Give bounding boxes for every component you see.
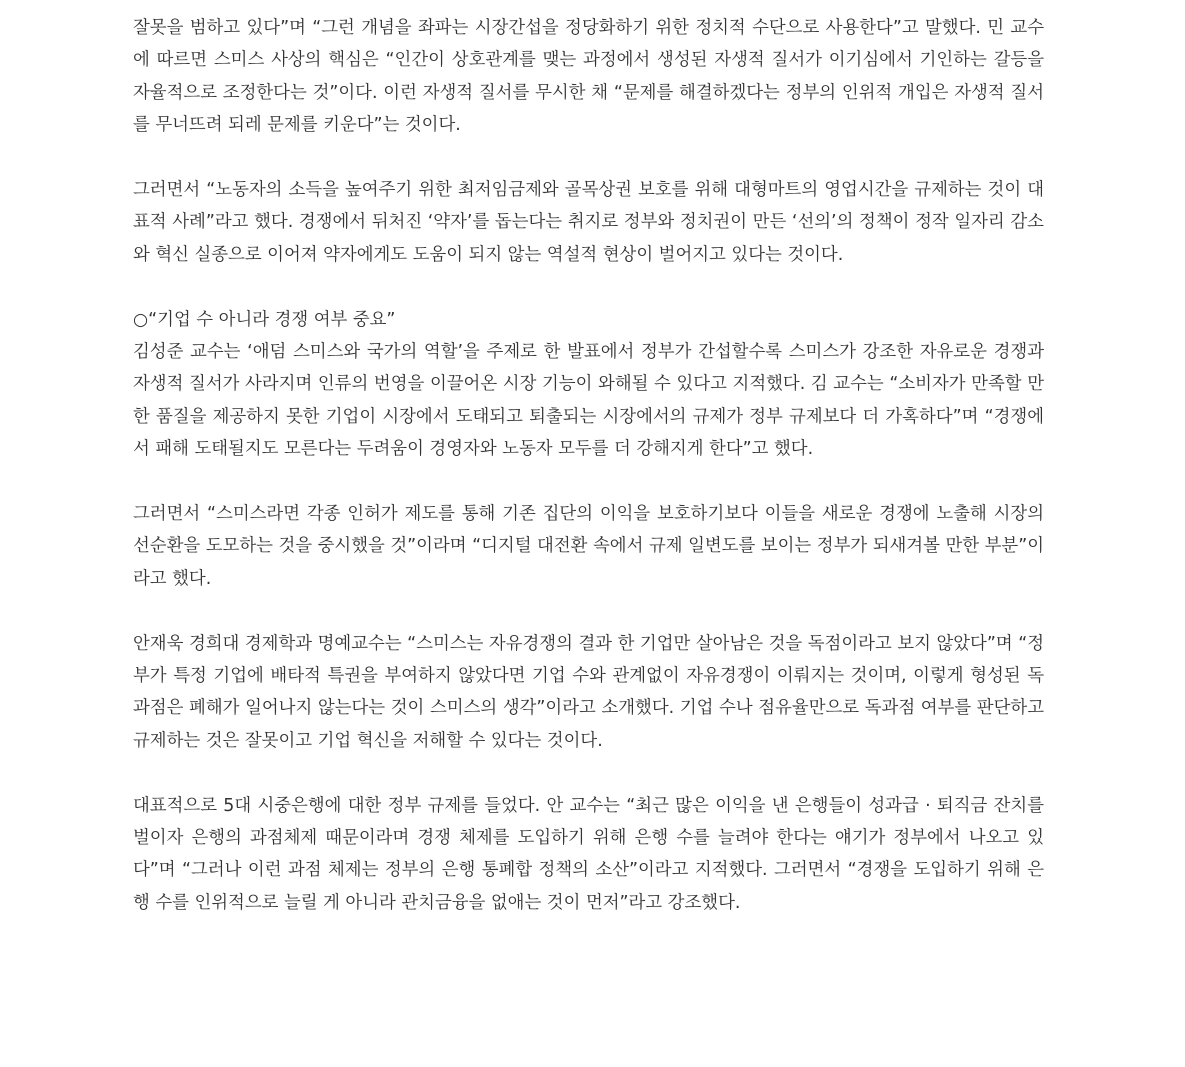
article-body — [133, 12, 1044, 919]
article-paragraph-1: 잘못을 범하고 있다”며 “그런 개념을 좌파는 시장간섭을 정당화하기 위한 정치적 수단으로 사용한다”고 말했다. 민 교수에 따르면 스미스 사상의 핵심은 “인간이 상호관계를 맺는 과정에서 생성된 자생적 질서가 이기심에서 기인하는 갈등을 자율적으로 조정한다는 것”이다. 이런 자생적 질서를 무시한 채 “문제를 해결하겠다는 정부의 인위적 개입은 자생적 질서를 무너뜨려 되레 문제를 키운다”는 것이다. — [133, 18, 1044, 136]
article-paragraph-3: 김성준 교수는 ‘애덤 스미스와 국가의 역할’을 주제로 한 발표에서 정부가 간섭할수록 스미스가 강조한 자유로운 경쟁과 자생적 질서가 사라지며 인류의 번영을 이끌어온 시장 기능이 와해될 수 있다고 지적했다. 김 교수는 “소비자가 만족할 만한 품질을 제공하지 못한 기업이 시장에서 도태되고 퇴출되는 시장에서의 규제가 정부 규제보다 더 가혹하다”며 “경쟁에서 패해 도태될지도 모른다는 두려움이 경영자와 노동자 모두를 더 강해지게 한다”고 했다. — [133, 342, 1044, 460]
article-subheading: ○“기업 수 아니라 경쟁 여부 중요” — [133, 309, 396, 330]
article-paragraph-5: 안재욱 경희대 경제학과 명예교수는 “스미스는 자유경쟁의 결과 한 기업만 살아남은 것을 독점이라고 보지 않았다”며 “정부가 특정 기업에 배타적 특권을 부여하지 않았다면 기업 수와 관계없이 자유경쟁이 이뤄지는 것이며, 이렇게 형성된 독과점은 폐해가 일어나지 않는다는 것이 스미스의 생각”이라고 소개했다. 기업 수나 점유율만으로 독과점 여부를 판단하고 규제하는 것은 잘못이고 기업 혁신을 저해할 수 있다는 것이다. — [133, 633, 1044, 751]
article-paragraph-2: 그러면서 “노동자의 소득을 높여주기 위한 최저임금제와 골목상권 보호를 위해 대형마트의 영업시간을 규제하는 것이 대표적 사례”라고 했다. 경쟁에서 뒤처진 ‘약자’를 돕는다는 취지로 정부와 정치권이 만든 ‘선의’의 정책이 정작 일자리 감소와 혁신 실종으로 이어져 약자에게도 도움이 되지 않는 역설적 현상이 벌어지고 있다는 것이다. — [133, 180, 1044, 265]
article-paragraph-4: 그러면서 “스미스라면 각종 인허가 제도를 통해 기존 집단의 이익을 보호하기보다 이들을 새로운 경쟁에 노출해 시장의 선순환을 도모하는 것을 중시했을 것”이라며 “디지털 대전환 속에서 규제 일변도를 보이는 정부가 되새겨볼 만한 부분”이라고 했다. — [133, 504, 1044, 589]
article-paragraph-6: 대표적으로 5대 시중은행에 대한 정부 규제를 들었다. 안 교수는 “최근 많은 이익을 낸 은행들이 성과급 · 퇴직금 잔치를 벌이자 은행의 과점체제 때문이라며 경쟁 체제를 도입하기 위해 은행 수를 늘려야 한다는 얘기가 정부에서 나오고 있다”며 “그러나 이런 과점 체제는 정부의 은행 통폐합 정책의 소산”이라고 지적했다. 그러면서 “경쟁을 도입하기 위해 은행 수를 인위적으로 늘릴 게 아니라 관치금융을 없애는 것이 먼저”라고 강조했다. — [133, 795, 1044, 913]
